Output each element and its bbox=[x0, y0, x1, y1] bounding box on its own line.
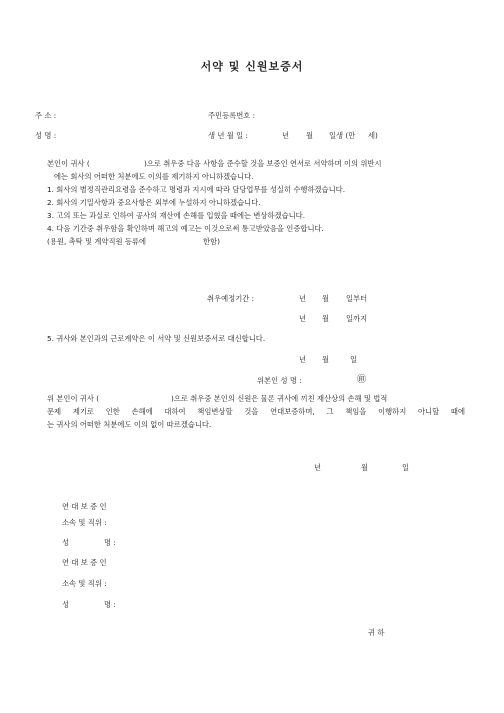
pledge-item: 1. 회사의 별정직관리요령을 준수하고 명령과 지시에 따라 담당업무를 성실히 수행하겠습니다. bbox=[47, 185, 346, 194]
date-day: 일 bbox=[350, 355, 358, 364]
employment-period-label: 취우예정기간 : bbox=[207, 294, 255, 303]
guarantee-line-rest: )으로 취우중 본인의 신원은 물론 귀사에 끼친 재산상의 손해 및 법적 bbox=[171, 394, 388, 403]
pledge-item: 4. 다음 기간중 취우함을 확인하며 해고의 예고는 이것으로써 통고받았음을 인증합니다. bbox=[47, 224, 324, 233]
period-from-year: 년 bbox=[299, 294, 307, 303]
period-from-day: 일부터 bbox=[346, 294, 368, 303]
period-to-day: 일까지 bbox=[346, 314, 368, 323]
guarantor-name-label-end: 명 : bbox=[104, 600, 116, 609]
signing-date-month: 월 bbox=[361, 463, 369, 472]
guarantee-line: 는 귀사의 어떠한 처분에도 이의 없이 따르겠습니다. bbox=[47, 420, 212, 429]
pledge-note-start: (용원, 촉탁 및 계약직원 등류에 bbox=[47, 237, 147, 246]
pledge-item: 3. 고의 또는 과실로 인하여 공사의 재산에 손해를 입혔을 때에는 변상하겠습니다. bbox=[47, 211, 306, 220]
pledge-item-5: 5. 귀사와 본인과의 근로계약은 이 서약 및 신원보증서로 대신합니다. bbox=[47, 334, 266, 343]
signing-date-year: 년 bbox=[314, 463, 322, 472]
period-from-month: 월 bbox=[322, 294, 330, 303]
resident-number-label: 주민등록번호 : bbox=[208, 111, 256, 120]
pledge-intro-continued: 에는 회사의 어떠한 처분에도 이의를 제기하지 아니하겠습니다. bbox=[54, 172, 254, 181]
guarantor-affiliation-label: 소속 및 직위 : bbox=[62, 579, 107, 588]
signing-date-day: 일 bbox=[402, 463, 410, 472]
pledge-intro-start: 본인이 귀사 ( bbox=[47, 159, 90, 168]
addressee: 귀 하 bbox=[368, 628, 385, 637]
pledge-note-end: 한함) bbox=[203, 237, 220, 246]
birth-age-close-label: 세) bbox=[368, 131, 378, 140]
guarantor-affiliation-label: 소속 및 직위 : bbox=[62, 518, 107, 527]
period-to-year: 년 bbox=[299, 314, 307, 323]
date-year: 년 bbox=[299, 355, 307, 364]
pledge-intro-rest: )으로 취우중 다음 사항을 준수할 것을 보증인 연서로 서약하며 이의 위반시 bbox=[144, 159, 382, 168]
guarantor-name-label-start: 성 bbox=[62, 600, 70, 609]
guarantor-title: 연 대 보 증 인 bbox=[62, 558, 107, 567]
birth-year-label: 년 bbox=[282, 131, 290, 140]
signer-name-label: 위본인 성 명 : bbox=[257, 376, 302, 385]
period-to-month: 월 bbox=[322, 314, 330, 323]
guarantor-name-label-end: 명 : bbox=[104, 538, 116, 547]
guarantee-line: 문제 제기로 인한 손해에 대하여 책임변상할 것을 연대보증하며, 그 책임을 이행하지 아니할 때에 bbox=[47, 407, 465, 416]
pledge-item: 2. 회사의 기밀사항과 중요사항은 외부에 누설하지 아니하겠습니다. bbox=[47, 198, 261, 207]
birth-day-age-label: 일생 (만 bbox=[329, 131, 356, 140]
seal-icon: ㊞ bbox=[357, 375, 367, 385]
name-label: 성 명 : bbox=[35, 131, 57, 140]
guarantor-title: 연 대 보 증 인 bbox=[62, 502, 107, 511]
birth-month-label: 월 bbox=[306, 131, 314, 140]
document-title: 서약 및 신원보증서 bbox=[200, 60, 304, 73]
date-month: 월 bbox=[322, 355, 330, 364]
address-label: 주 소 : bbox=[35, 111, 57, 120]
guarantee-line-start: 위 본인이 귀사 ( bbox=[47, 394, 100, 403]
birth-date-label: 생 년 월 일 : bbox=[208, 131, 248, 140]
guarantor-name-label-start: 성 bbox=[62, 538, 70, 547]
